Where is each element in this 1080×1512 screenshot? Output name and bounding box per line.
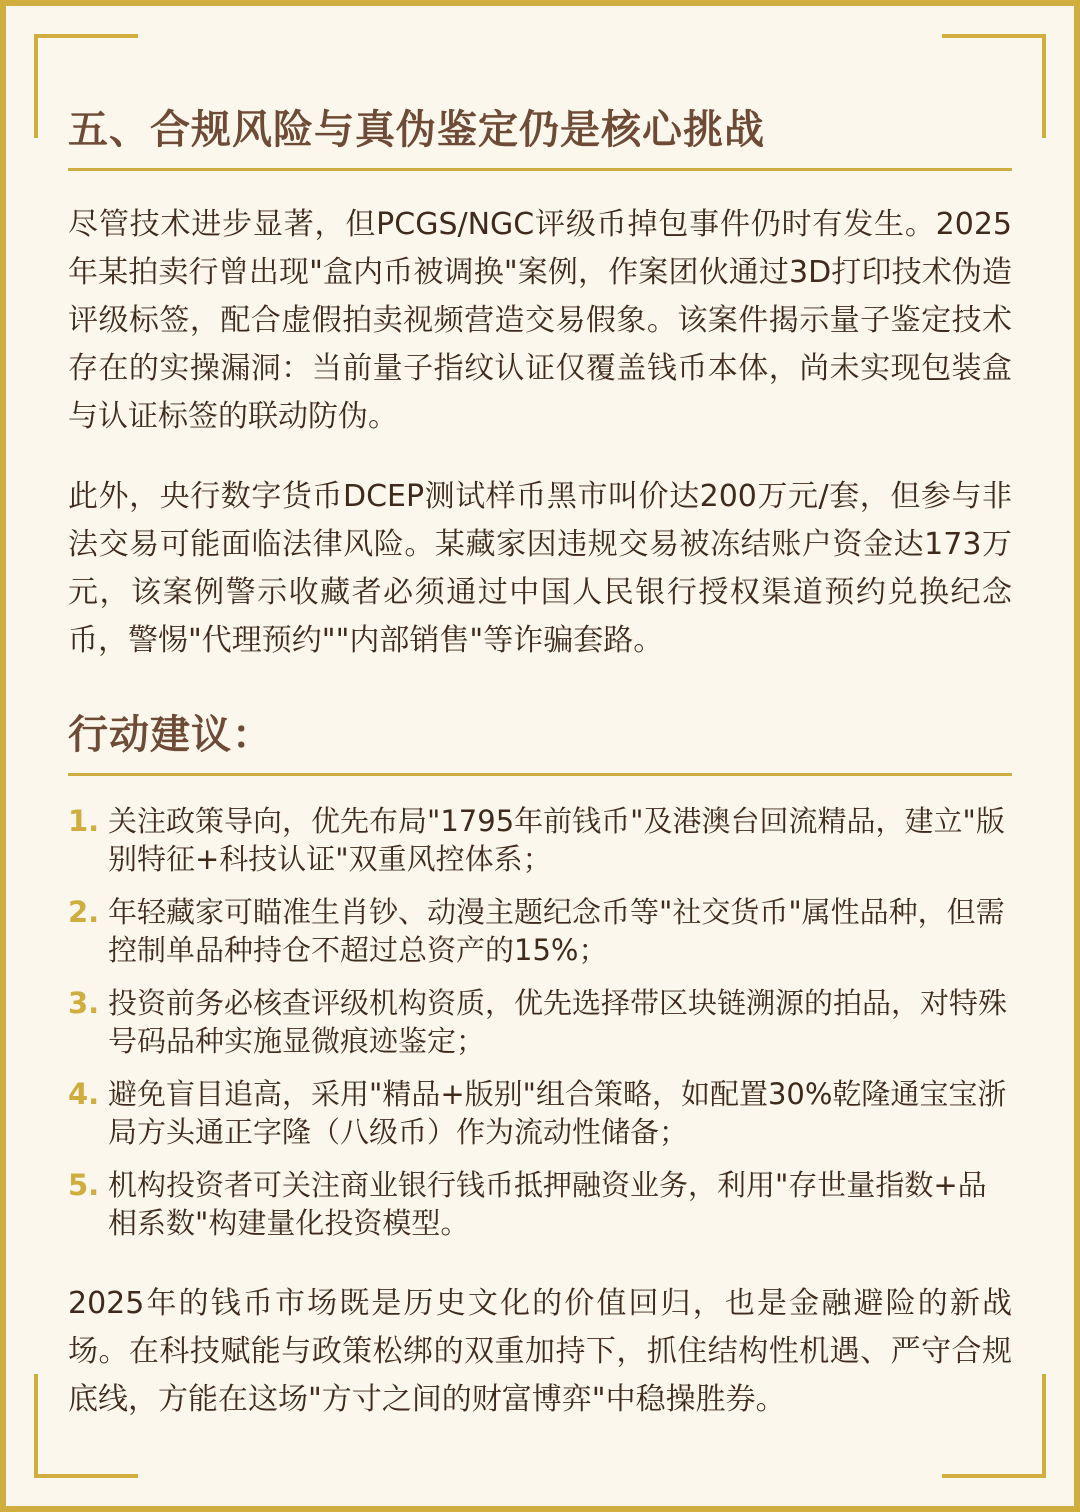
paragraph-swap-incidents: 尽管技术进步显著，但PCGS/NGC评级币掉包事件仍时有发生。2025年某拍卖行曾出现"盒内币被调换"案例，作案团伙通过3D打印技术伪造评级标签，配合虚假拍卖视频营造交易假象。该案件揭示量子鉴定技术存在的实操漏洞：当前量子指纹认证仅覆盖钱币本体，尚未实现包装盒与认证标签的联动防伪。 <box>68 207 1012 434</box>
list-number: 5. <box>68 1168 100 1202</box>
article-content <box>68 100 1012 1424</box>
section-title-actions: 行动建议： <box>68 705 1012 776</box>
list-number: 3. <box>68 986 100 1020</box>
list-number: 2. <box>68 895 100 929</box>
list-text: 避免盲目追高，采用"精品+版别"组合策略，如配置30%乾隆通宝宝浙局方头通正字隆（八级币）作为流动性储备； <box>108 1077 1007 1149</box>
paragraph-dcep-black-market: 此外，央行数字货币DCEP测试样币黑市叫价达200万元/套，但参与非法交易可能面临法律风险。某藏家因违规交易被冻结账户资金达173万元，该案例警示收藏者必须通过中国人民银行授权渠道预约兑换纪念币，警惕"代理预约""内部销售"等诈骗套路。 <box>68 479 1012 658</box>
action-list <box>68 802 1012 1242</box>
list-item <box>68 893 1012 969</box>
list-item <box>68 984 1012 1060</box>
list-item <box>68 802 1012 878</box>
list-number: 4. <box>68 1077 100 1111</box>
paragraph-conclusion: 2025年的钱币市场既是历史文化的价值回归，也是金融避险的新战场。在科技赋能与政策松绑的双重加持下，抓住结构性机遇、严守合规底线，方能在这场"方寸之间的财富博弈"中稳操胜券。 <box>68 1286 1012 1417</box>
list-item <box>68 1075 1012 1151</box>
list-number: 1. <box>68 804 100 838</box>
section-title-risks: 五、合规风险与真伪鉴定仍是核心挑战 <box>68 100 1012 171</box>
list-text: 关注政策导向，优先布局"1795年前钱币"及港澳台回流精品，建立"版别特征+科技认证"双重风控体系； <box>108 804 1005 876</box>
list-text: 投资前务必核查评级机构资质，优先选择带区块链溯源的拍品，对特殊号码品种实施显微痕迹鉴定； <box>108 986 1008 1058</box>
list-text: 机构投资者可关注商业银行钱币抵押融资业务，利用"存世量指数+品相系数"构建量化投资模型。 <box>108 1168 987 1240</box>
list-item <box>68 1166 1012 1242</box>
list-text: 年轻藏家可瞄准生肖钞、动漫主题纪念币等"社交货币"属性品种，但需控制单品种持仓不超过总资产的15%； <box>108 895 1005 967</box>
